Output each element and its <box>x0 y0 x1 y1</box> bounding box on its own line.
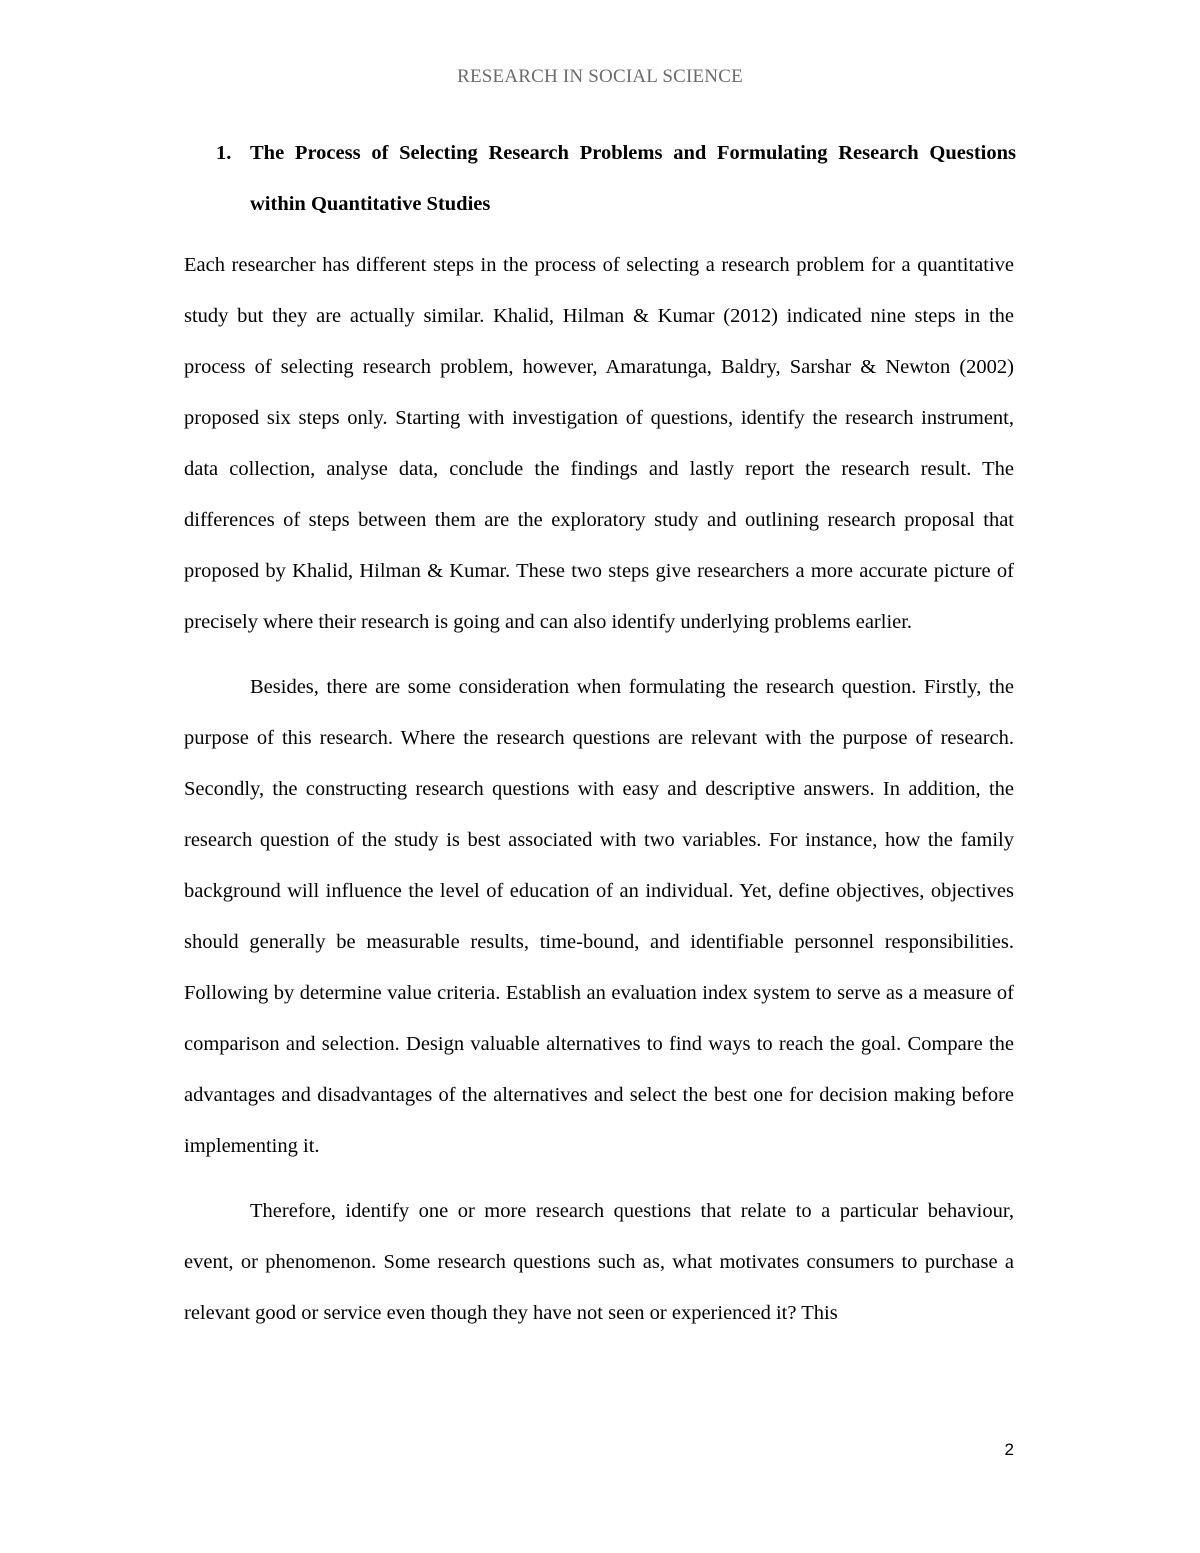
section-heading <box>216 128 1016 230</box>
running-head: RESEARCH IN SOCIAL SCIENCE <box>457 66 743 87</box>
paragraph-1: Each researcher has different steps in the process of selecting a research problem for a quantitative study but they are actually similar. Khalid, Hilman & Kumar (2012) indicated nine steps in the process of selecting research problem, however, Amaratunga, Baldry, Sarshar & Newton (2002) proposed six steps only. Starting with investigation of questions, identify the research instrument, data collection, analyse data, conclude the findings and lastly report the research result. The differences of steps between them are the exploratory study and outlining research proposal that proposed by Khalid, Hilman & Kumar. These two steps give researchers a more accurate picture of precisely where their research is going and can also identify underlying problems earlier. <box>184 254 1014 633</box>
page-number: 2 <box>1004 1440 1014 1459</box>
section-title: The Process of Selecting Research Problems and Formulating Research Questions within Quantitative Studies <box>250 142 1016 215</box>
body-text <box>184 240 1014 1353</box>
paragraph-3: Therefore, identify one or more research questions that relate to a particular behaviour, event, or phenomenon. Some research questions such as, what motivates consumers to purchase a relevant good or service even though they have not seen or experienced it? This <box>184 1200 1014 1324</box>
paragraph-2: Besides, there are some consideration when formulating the research question. Firstly, the purpose of this research. Where the research questions are relevant with the purpose of research. Secondly, the constructing research questions with easy and descriptive answers. In addition, the research question of the study is best associated with two variables. For instance, how the family background will influence the level of education of an individual. Yet, define objectives, objectives should generally be measurable results, time-bound, and identifiable personnel responsibilities. Following by determine value criteria. Establish an evaluation index system to serve as a measure of comparison and selection. Design valuable alternatives to find ways to reach the goal. Compare the advantages and disadvantages of the alternatives and select the best one for decision making before implementing it. <box>184 676 1014 1157</box>
section-number: 1. <box>216 142 232 164</box>
